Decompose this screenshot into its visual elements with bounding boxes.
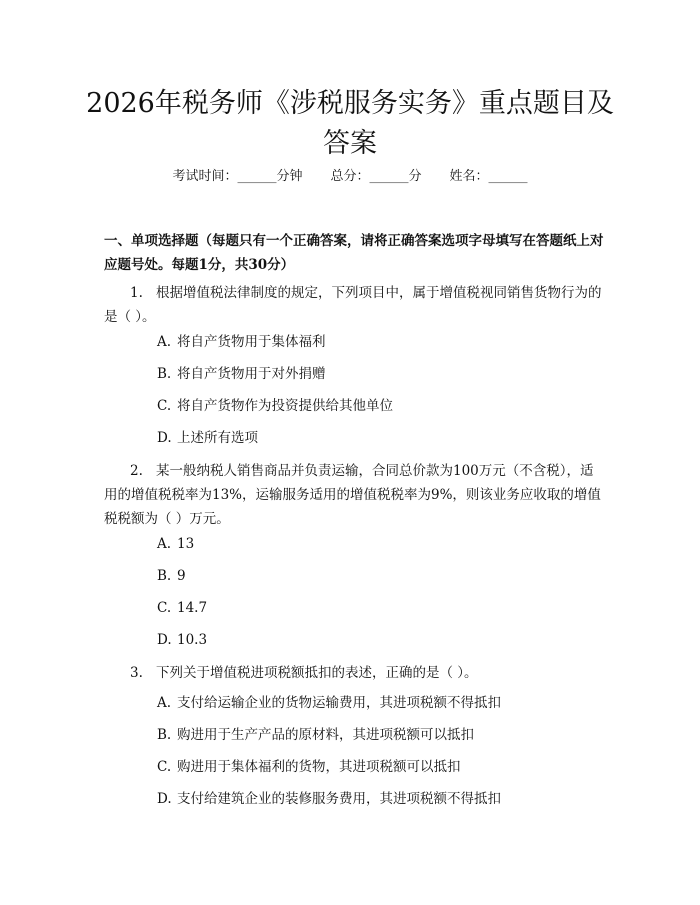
question-3-stem bbox=[104, 661, 604, 685]
question-text: 根据增值税法律制度的规定，下列项目中，属于增值税视同销售货物行为的是（ ）。 bbox=[104, 285, 602, 325]
option-letter: C. bbox=[157, 759, 172, 775]
option-text: 将自产货物用于集体福利 bbox=[177, 334, 326, 350]
section-heading: 一、单项选择题（每题只有一个正确答案，请将正确答案选项字母填写在答题纸上对应题号处。每题1分，共30分） bbox=[104, 233, 604, 273]
name-field: 姓名：______ bbox=[449, 169, 528, 184]
question-1-option-a bbox=[157, 332, 597, 352]
question-2-stem bbox=[104, 459, 604, 531]
option-text: 10.3 bbox=[177, 632, 208, 648]
option-text: 13 bbox=[177, 536, 195, 552]
question-1-stem bbox=[104, 281, 604, 329]
question-2-option-c bbox=[157, 598, 597, 618]
option-text: 购进用于生产产品的原材料，其进项税额可以抵扣 bbox=[177, 727, 474, 743]
question-2-option-d bbox=[157, 630, 597, 650]
question-text: 某一般纳税人销售商品并负责运输，合同总价款为100万元（不含税），适用的增值税税率为13%，运输服务适用的增值税税率为9%，则该业务应收取的增值税税额为（ ）万元。 bbox=[104, 463, 601, 527]
exam-info-line bbox=[0, 167, 700, 187]
option-letter: B. bbox=[157, 366, 172, 382]
option-text: 14.7 bbox=[177, 600, 208, 616]
option-text: 将自产货物用于对外捐赠 bbox=[177, 366, 326, 382]
question-1-option-d bbox=[157, 428, 597, 448]
title-line-1: 2026年税务师《涉税服务实务》重点题目及 bbox=[86, 88, 614, 119]
option-letter: C. bbox=[157, 600, 172, 616]
option-letter: A. bbox=[157, 334, 172, 350]
option-letter: B. bbox=[157, 727, 172, 743]
option-text: 上述所有选项 bbox=[177, 430, 258, 446]
exam-time-field: 考试时间：______分钟 bbox=[172, 169, 303, 184]
option-letter: D. bbox=[157, 632, 172, 648]
question-3-option-c bbox=[157, 757, 597, 777]
option-text: 支付给建筑企业的装修服务费用，其进项税额不得抵扣 bbox=[177, 791, 501, 807]
option-text: 将自产货物作为投资提供给其他单位 bbox=[177, 398, 393, 414]
question-text: 下列关于增值税进项税额抵扣的表述，正确的是（ ）。 bbox=[156, 665, 478, 681]
option-letter: D. bbox=[157, 791, 172, 807]
question-number: 1. bbox=[130, 285, 143, 301]
question-number: 2. bbox=[130, 463, 143, 479]
option-letter: C. bbox=[157, 398, 172, 414]
option-letter: B. bbox=[157, 568, 172, 584]
question-2-option-a bbox=[157, 534, 597, 554]
question-2-option-b bbox=[157, 566, 597, 586]
total-score-field: 总分：______分 bbox=[330, 169, 422, 184]
option-text: 支付给运输企业的货物运输费用，其进项税额不得抵扣 bbox=[177, 695, 501, 711]
question-3-option-a bbox=[157, 693, 597, 713]
option-letter: A. bbox=[157, 536, 172, 552]
option-letter: D. bbox=[157, 430, 172, 446]
option-letter: A. bbox=[157, 695, 172, 711]
document-title bbox=[70, 84, 630, 164]
option-text: 9 bbox=[177, 568, 186, 584]
question-3-option-b bbox=[157, 725, 597, 745]
question-3-option-d bbox=[157, 789, 597, 809]
option-text: 购进用于集体福利的货物，其进项税额可以抵扣 bbox=[177, 759, 461, 775]
question-1-option-b bbox=[157, 364, 597, 384]
question-1-option-c bbox=[157, 396, 597, 416]
question-number: 3. bbox=[130, 665, 143, 681]
title-line-2: 答案 bbox=[323, 128, 377, 159]
